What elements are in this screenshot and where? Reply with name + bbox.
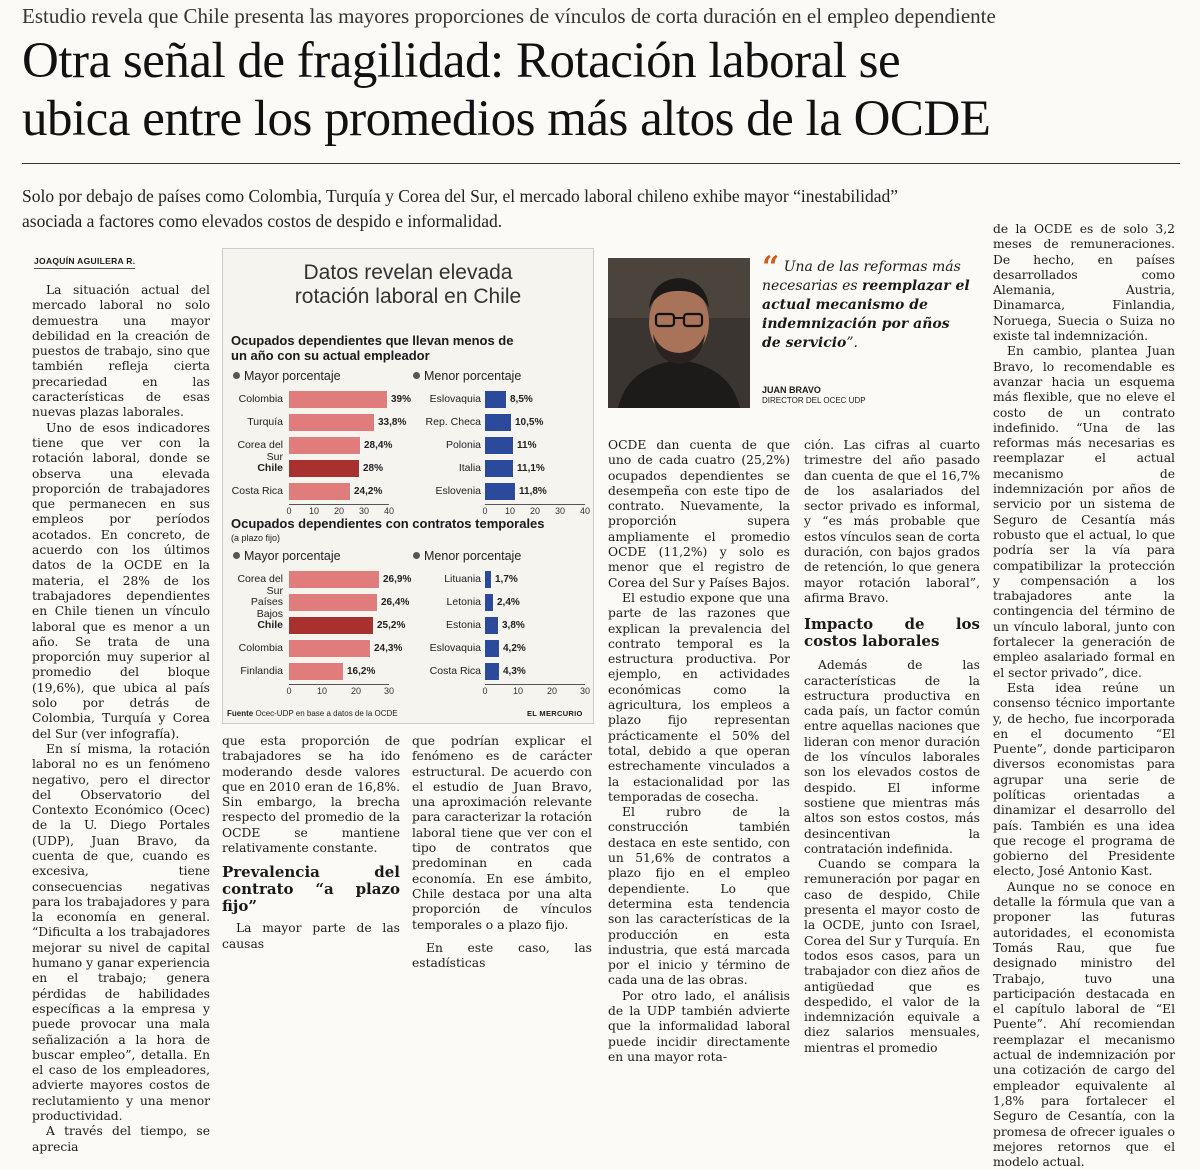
- axis-tick-label: 10: [504, 506, 515, 516]
- bar: [289, 594, 378, 611]
- bar: [289, 437, 361, 454]
- chart-legend: [413, 369, 521, 383]
- bar-category-label: Estonia: [445, 619, 481, 631]
- column-3: [412, 734, 592, 971]
- axis-tick-label: 0: [286, 686, 292, 696]
- pull-quote: [762, 250, 972, 353]
- bar: [485, 594, 494, 611]
- bar-value-label: 24,2%: [354, 486, 383, 497]
- axis-tick-label: 40: [579, 506, 590, 516]
- bar-category-label: Chile: [257, 619, 283, 631]
- bar-value-label: 1,7%: [495, 574, 518, 585]
- paragraph: Además de las características de la estructura productiva en cada país, un factor común entre aquellas naciones que lideran con menor duración de los vínculos laborales son los elevados costos de despido. El informe sostiene que mientras más altos son estos costos, más desincentivan la contratación indefinida.: [804, 658, 980, 856]
- bar-value-label: 11,8%: [519, 486, 547, 497]
- source-text: Ocec-UDP en base a datos de la OCDE: [255, 709, 398, 718]
- bar-category-label: Corea del Sur: [237, 573, 283, 597]
- bar-value-label: 33,8%: [378, 417, 407, 428]
- axis-line: [485, 504, 585, 505]
- quote-author: JUAN BRAVO: [762, 385, 821, 395]
- kicker: Estudio revela que Chile presenta las mayores proporciones de vínculos de corta duración en el empleo dependiente: [22, 4, 996, 28]
- paragraph: Cuando se compara la remuneración por pagar en caso de despido, Chile presenta el mayor costo de la OCDE, junto con Israel, Corea del Sur y Turquía. En todos esos casos, para un trabajador con diez años de antigüedad que es despedido, el valor de la indemnización equivale a diez salarios mensuales, mientras el promedio: [804, 857, 980, 1055]
- bar-category-label: Costa Rica: [429, 665, 481, 677]
- axis-tick-label: 30: [554, 506, 565, 516]
- legend-label: Mayor porcentaje: [244, 369, 341, 383]
- axis-tick-label: 20: [529, 506, 540, 516]
- bar: [289, 414, 375, 431]
- bar-category-label: Polonia: [445, 439, 481, 451]
- paragraph: A través del tiempo, se aprecia: [32, 1124, 210, 1154]
- paragraph: En cambio, plantea Juan Bravo, lo recomendable es avanzar hacia un esquema más flexible, que no eleve el costo de un contrato indefinido. “Una de las reformas más necesarias es reemplazar el actual mecanismo de indemnización por años de servicio por un sistema de Seguro de Cesantía más robusto que el actual, lo que podría ser la vía para compatibilizar la protección y compensación a los trabajadores ante la contingencia del término de un vínculo laboral, junto con fortalecer la generación de empleo asalariado formal en el sector privado”, dice.: [993, 344, 1175, 680]
- bar: [485, 437, 514, 454]
- portrait-photo: [608, 258, 750, 408]
- axis-tick-label: 30: [579, 686, 590, 696]
- paragraph: En este caso, las estadísticas: [412, 940, 592, 971]
- axis-tick-label: 30: [358, 506, 369, 516]
- dek: Solo por debajo de países como Colombia, Turquía y Corea del Sur, el mercado laboral chileno exhibe mayor “inestabilidad” asociada a factores como elevados costos de despido e informalidad.: [22, 186, 899, 231]
- axis-tick-label: 40: [383, 506, 394, 516]
- column-5: [804, 438, 980, 1055]
- bar: [289, 663, 344, 680]
- subheading-plazo-fijo: Prevalencia del contrato “a plazo fijo”: [222, 863, 400, 916]
- paragraph: que podrían explicar el fenómeno es de carácter estructural. De acuerdo con el estudio de Juan Bravo, una aproximación relevante para caracterizar la rotación laboral tiene que ver con el tipo de contratos que predominan en cada economía. En ese ámbito, Chile destaca por una alta proporción de vínculos temporales o a plazo fijo.: [412, 734, 592, 932]
- byline: JOAQUÍN AGUILERA R.: [34, 256, 135, 269]
- infographic: [222, 248, 594, 724]
- column-2: [222, 734, 400, 951]
- infographic-title: [223, 261, 593, 309]
- paragraph: de la OCDE es de solo 3,2 meses de remuneraciones. De hecho, en países desarrollados como Alemania, Austria, Dinamarca, Finlandia, Noruega, Suecia o Suiza no existe tal indemnización.: [993, 222, 1175, 344]
- paragraph: que esta proporción de trabajadores se ha ido moderando desde valores que en 2010 eran de 16,8%. Sin embargo, la brecha respecto del promedio de la OCDE se mantiene relativamente constante.: [222, 734, 400, 856]
- paragraph: ción. Las cifras al cuarto trimestre del año pasado dan cuenta de que el 16,7% de los asalariados del sector privado es informal, y “es más probable que estos vínculos sean de corta duración, con bajos grados de retención, lo que genera mayor rotación laboral”, afirma Bravo.: [804, 438, 980, 605]
- paragraph: La mayor parte de las causas: [222, 921, 400, 951]
- bar-value-label: 11%: [517, 440, 537, 451]
- paragraph: Uno de esos indicadores tiene que ver con la rotación laboral, donde se observa una elevada proporción de trabajadores que permanecen en sus empleos por períodos acotados. En concreto, de acuerdo con los últimos datos de la OCDE en la materia, el 28% de los trabajadores dependientes en Chile tienen un vínculo laboral que es menor a un año. Se trata de una proporción muy superior al promedio del bloque (19,6%), que ubica al país solo por detrás de Colombia, Turquía y Corea del Sur (ver infografía).: [32, 420, 210, 741]
- bar: [485, 571, 492, 588]
- bar: [289, 617, 374, 634]
- column-6: [993, 222, 1175, 1170]
- chart-legend: [233, 369, 341, 383]
- headline-line-1: Otra señal de fragilidad: Rotación laboral se: [22, 33, 901, 89]
- paragraph: Aunque no se conoce en detalle la fórmula que van a proponer las futuras autoridades, el economista Tomás Rau, que fue designado ministro del Trabajo, tuvo una participación destacada en el capítulo laboral de “El Puente”. Ahí recomiendan reemplazar el mecanismo actual de indemnización por una cotización de cargo del empleador equivalente al 1,8% para fortalecer el Seguro de Cesantía, con la promesa de ofrecer iguales o mejores retornos que el modelo actual.: [993, 879, 1175, 1170]
- credit: EL MERCURIO: [527, 709, 583, 718]
- bar: [485, 460, 514, 477]
- bar-value-label: 25,2%: [377, 620, 406, 631]
- axis-line: [289, 684, 389, 685]
- chart-legend: [413, 549, 521, 563]
- bar-value-label: 16,2%: [347, 666, 376, 677]
- bar: [485, 391, 507, 408]
- column-4: [608, 438, 790, 1064]
- legend-dot-icon: [233, 372, 240, 379]
- legend-dot-icon: [413, 552, 420, 559]
- paragraph: En sí misma, la rotación laboral no es un fenómeno negativo, pero el director del Observatorio del Contexto Económico (Ocec) de la U. Diego Portales (UDP), Juan Bravo, da cuenta de que, cuando es excesiva, tiene consecuencias negativas para los trabajadores y para la economía en general. “Dificulta a los trabajadores mejorar su nivel de capital humano y ganar experiencia en el trabajo; genera pérdidas de habilidades específicas a la empresa y puede provocar una mala señalización a la hora de buscar empleo”, detalla. En el caso de los empleadores, advierte mayores costos de reclutamiento y una menor productividad.: [32, 741, 210, 1124]
- bar-value-label: 4,2%: [503, 643, 526, 654]
- bar: [289, 640, 371, 657]
- axis-tick-label: 20: [350, 686, 361, 696]
- quote-mark-icon: “: [762, 250, 780, 285]
- bar-value-label: 39%: [391, 394, 412, 405]
- axis-tick-label: 0: [286, 506, 292, 516]
- axis-line: [289, 504, 389, 505]
- bar-value-label: 28,4%: [364, 440, 393, 451]
- axis-tick-label: 20: [546, 686, 557, 696]
- bar-value-label: 26,4%: [381, 597, 410, 608]
- paragraph: Por otro lado, el análisis de la UDP también advierte que la informalidad laboral puede incidir directamente en una mayor rota-: [608, 988, 790, 1064]
- bar-value-label: 26,9%: [383, 574, 412, 585]
- axis-tick-label: 10: [512, 686, 523, 696]
- bar-category-label: Turquía: [247, 416, 283, 428]
- chart-2-subtitle: (a plazo fijo): [231, 533, 281, 543]
- axis-tick-label: 20: [333, 506, 344, 516]
- legend-label: Menor porcentaje: [424, 369, 522, 383]
- paragraph: El rubro de la construcción también destaca en este sentido, con un 51,6% de contratos a plazo fijo en el empleo dependiente. Lo que determina esta tendencia son las características de la producción en esta industria, que está marcada por el inicio y término de cada una de las obras.: [608, 805, 790, 988]
- bar-category-label: Costa Rica: [231, 485, 283, 497]
- axis-tick-label: 0: [482, 686, 488, 696]
- legend-dot-icon: [233, 552, 240, 559]
- bar-value-label: 10,5%: [515, 417, 544, 428]
- quote-bold: reemplazar el actual mecanismo de indemnización por años de servicio: [762, 278, 970, 351]
- subheading-costos: Impacto de los costos laborales: [804, 615, 980, 651]
- bar-category-label: Finlandia: [240, 665, 283, 677]
- bar: [485, 483, 516, 500]
- chart-legend: [233, 549, 341, 563]
- source-label: Fuente: [227, 709, 254, 718]
- bar-value-label: 8,5%: [510, 394, 533, 405]
- bar: [289, 460, 360, 477]
- bar-category-label: Corea del Sur: [237, 439, 283, 463]
- infographic-title-2: rotación laboral en Chile: [294, 285, 522, 308]
- paragraph: La situación actual del mercado laboral no solo demuestra una mayor debilidad en la creación de puestos de trabajo, sino que también refleja cierta precariedad en las características de esas nuevas plazas laborales.: [32, 283, 210, 420]
- paragraph: OCDE dan cuenta de que uno de cada cuatro (25,2%) ocupados dependientes se desempeña con este tipo de contrato. Nuevamente, la proporción supera ampliamente el promedio OCDE (11,2%) y solo es menor que el registro de Corea del Sur y Países Bajos.: [608, 438, 790, 590]
- bar: [289, 483, 351, 500]
- paragraph: Esta idea reúne un consenso técnico importante y, de hecho, fue incorporada en el documento “El Puente”, donde participaron diversos economistas para agrupar una serie de políticas orientadas a dinamizar el desarrollo del país. También es una idea que recoge el programa de gobierno del Presidente electo, José Antonio Kast.: [993, 680, 1175, 879]
- column-1: [32, 283, 210, 1154]
- bar-value-label: 24,3%: [374, 643, 403, 654]
- chart-2-title: Ocupados dependientes con contratos temporales: [231, 516, 545, 531]
- bar-value-label: 4,3%: [503, 666, 526, 677]
- bar: [289, 571, 380, 588]
- bar-category-label: Colombia: [238, 642, 283, 654]
- divider: [22, 163, 1180, 164]
- headline-line-2: ubica entre los promedios más altos de la OCDE: [22, 91, 991, 147]
- bar: [485, 414, 512, 431]
- bar-category-label: Eslovenia: [435, 485, 481, 497]
- axis-line: [485, 684, 585, 685]
- legend-dot-icon: [413, 372, 420, 379]
- bar-category-label: Letonia: [446, 596, 481, 608]
- source-note: [227, 709, 398, 718]
- legend-label: Menor porcentaje: [424, 549, 522, 563]
- paragraph: El estudio expone que una parte de las razones que explican la prevalencia del contrato temporal es la estructura productiva. Por ejemplo, en actividades económicas como la agricultura, los empleos a plazo fijo representan prácticamente el 50% del total, debido a que operan estrechamente vinculados a la estacionalidad por las temporadas de cosecha.: [608, 590, 790, 804]
- bar-value-label: 3,8%: [502, 620, 525, 631]
- bar-category-label: Eslovaquia: [429, 393, 481, 405]
- bar: [485, 640, 500, 657]
- quote-end: ”.: [846, 335, 858, 351]
- axis-tick-label: 30: [383, 686, 394, 696]
- axis-tick-label: 0: [482, 506, 488, 516]
- bar-value-label: 11,1%: [517, 463, 545, 474]
- bar-category-label: Italia: [458, 462, 481, 474]
- legend-label: Mayor porcentaje: [244, 549, 341, 563]
- chart-1-title: Ocupados dependientes que llevan menos de un año con su actual empleador: [231, 333, 514, 363]
- bar-category-label: Eslovaquia: [429, 642, 481, 654]
- quote-text: Una de las reformas más necesarias es: [762, 259, 961, 294]
- bar-category-label: Lituania: [444, 573, 481, 585]
- bar-category-label: Países Bajos: [250, 596, 283, 620]
- bar-category-label: Rep. Checa: [425, 416, 481, 428]
- bar-value-label: 2,4%: [497, 597, 520, 608]
- portrait-image: [608, 258, 750, 408]
- axis-tick-label: 10: [308, 506, 319, 516]
- bar: [485, 663, 500, 680]
- bar-category-label: Chile: [257, 462, 283, 474]
- bar: [485, 617, 499, 634]
- bar-category-label: Colombia: [238, 393, 283, 405]
- bar: [289, 391, 388, 408]
- infographic-title-1: Datos revelan elevada: [303, 261, 513, 284]
- quote-author-role: DIRECTOR DEL OCEC UDP: [762, 396, 866, 405]
- bar-value-label: 28%: [363, 463, 384, 474]
- axis-tick-label: 10: [316, 686, 327, 696]
